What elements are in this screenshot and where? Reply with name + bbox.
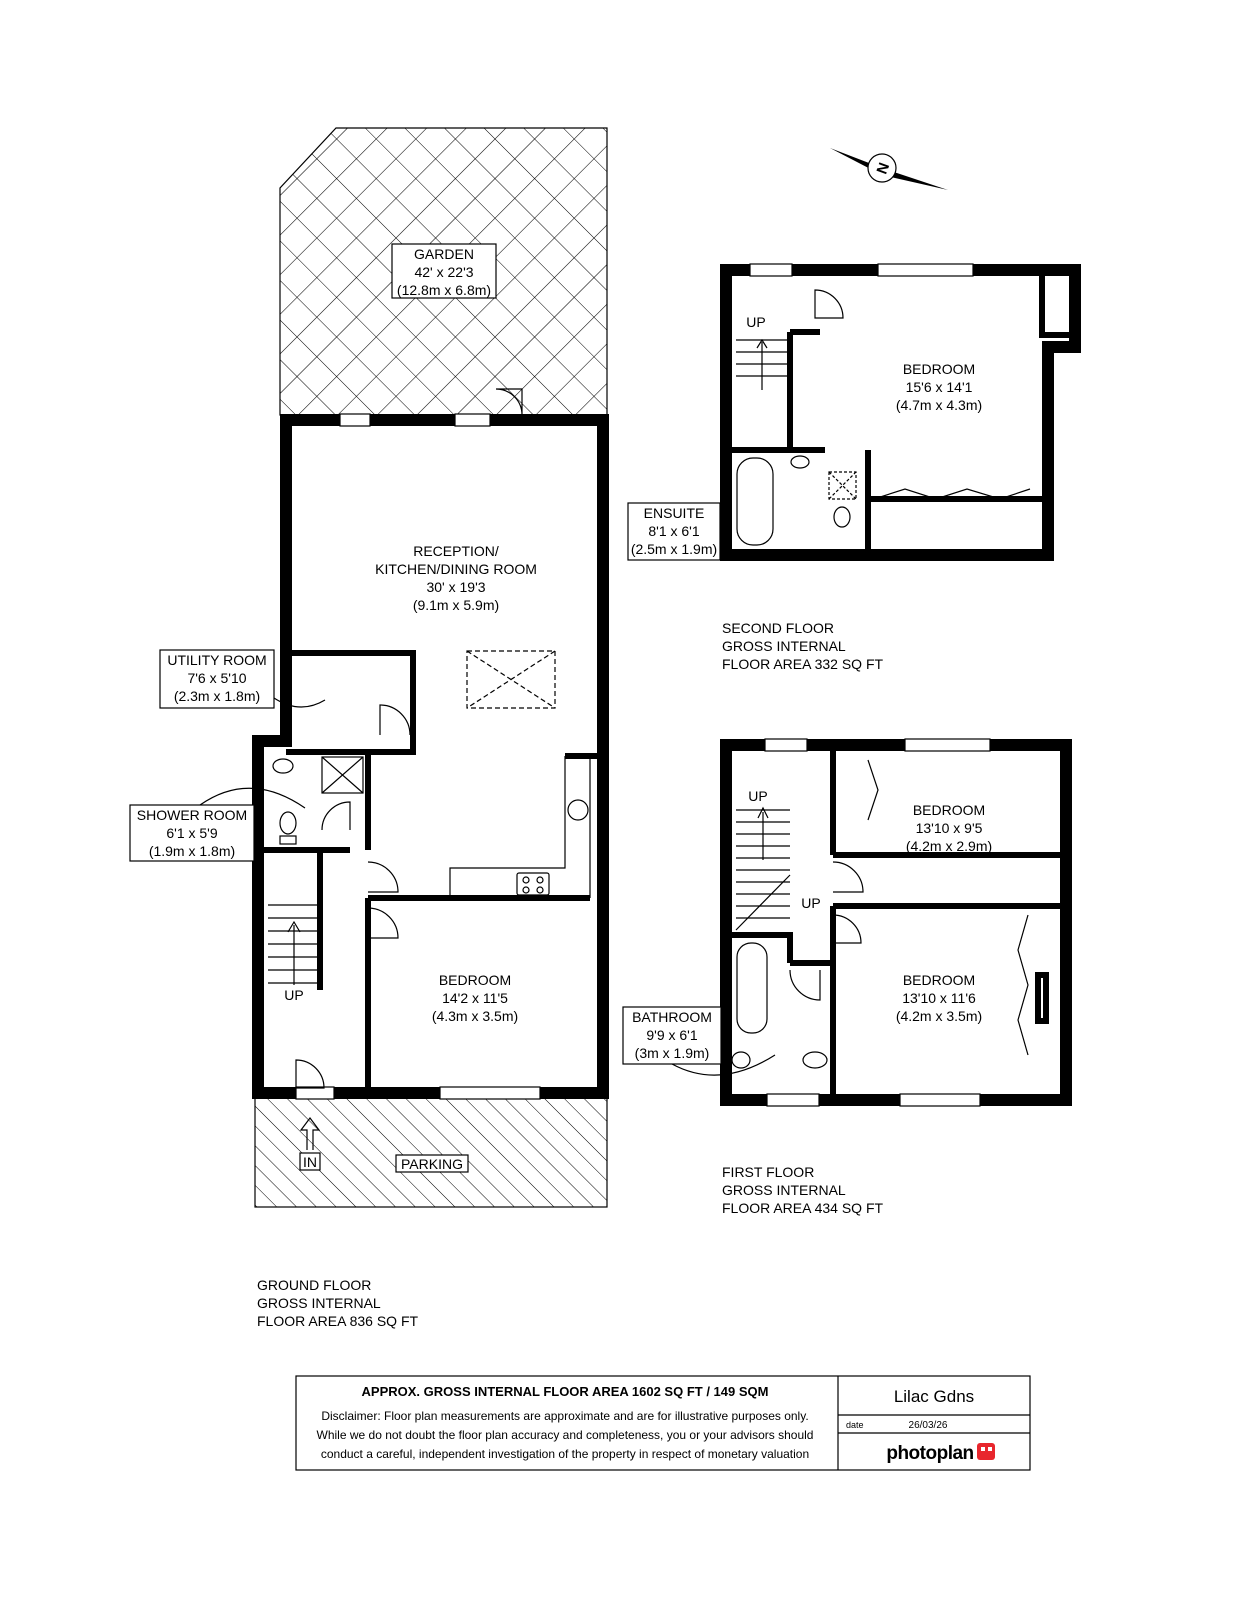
bathroom-size-imperial: 9'9 x 6'1 xyxy=(646,1027,698,1043)
window xyxy=(878,264,973,276)
door-swing xyxy=(790,970,820,1000)
toilet-icon xyxy=(834,507,850,527)
ground-stairs-up-label: UP xyxy=(284,987,304,1003)
garden-name: GARDEN xyxy=(414,246,474,262)
first-bedroom2-size-metric: (4.2m x 3.5m) xyxy=(895,1008,983,1024)
ground-area-line2: GROSS INTERNAL xyxy=(257,1295,381,1311)
window xyxy=(765,739,807,751)
ground-bedroom-size-imperial: 14'2 x 11'5 xyxy=(442,990,508,1006)
door-swing xyxy=(833,862,863,892)
first-landing-up-label: UP xyxy=(801,895,821,911)
bath-icon xyxy=(737,458,773,545)
brand-logo-icon xyxy=(977,1443,995,1460)
window xyxy=(340,414,370,426)
ground-floor xyxy=(130,128,607,1329)
bathroom-name: BATHROOM xyxy=(632,1009,712,1025)
disclaimer-line1: Disclaimer: Floor plan measurements are approximate and are for illustrative purposes only. xyxy=(321,1409,809,1423)
toilet-icon xyxy=(803,1052,827,1068)
first-area-line3: FLOOR AREA 434 SQ FT xyxy=(722,1200,884,1216)
window xyxy=(767,1094,819,1106)
date-label: date xyxy=(846,1420,864,1430)
door-swing xyxy=(368,862,398,892)
ensuite-size-metric: (2.5m x 1.9m) xyxy=(630,541,718,557)
first-bedroom2-name: BEDROOM xyxy=(902,972,976,988)
window xyxy=(455,414,490,426)
kitchen-counter xyxy=(450,756,590,898)
ground-area-line3: FLOOR AREA 836 SQ FT xyxy=(257,1313,419,1329)
shower-room-name: SHOWER ROOM xyxy=(136,807,248,823)
second-floor xyxy=(628,264,1075,672)
door-swing xyxy=(322,802,350,830)
window xyxy=(440,1087,540,1099)
first-floor xyxy=(623,739,1066,1216)
basin-icon xyxy=(791,456,809,468)
second-area-line1: SECOND FLOOR xyxy=(722,620,835,636)
ensuite-size-imperial: 8'1 x 6'1 xyxy=(648,523,700,539)
first-area-line1: FIRST FLOOR xyxy=(722,1164,815,1180)
reception-name-1: RECEPTION/ xyxy=(413,543,499,559)
second-stairs-up-label: UP xyxy=(746,314,766,330)
compass-icon xyxy=(830,148,948,190)
utility-size-metric: (2.3m x 1.8m) xyxy=(173,688,261,704)
entrance-label: IN xyxy=(303,1154,317,1170)
first-bedroom2-size-imperial: 13'10 x 11'6 xyxy=(902,990,976,1006)
second-stairs xyxy=(736,340,788,390)
first-floor-outer-wall xyxy=(726,745,1066,1100)
garden-size-imperial: 42' x 22'3 xyxy=(414,264,474,280)
shower-room-size-imperial: 6'1 x 5'9 xyxy=(166,825,218,841)
utility-size-imperial: 7'6 x 5'10 xyxy=(187,670,247,686)
window xyxy=(905,739,990,751)
reception-name-2: KITCHEN/DINING ROOM xyxy=(375,561,537,577)
first-bedroom1-name: BEDROOM xyxy=(912,802,986,818)
parking-label: PARKING xyxy=(401,1156,463,1172)
first-bedroom1-size-imperial: 13'10 x 9'5 xyxy=(915,820,983,836)
ground-floor-outer-wall xyxy=(258,420,603,1093)
disclaimer-line3: conduct a careful, independent investigation of the property in respect of monetary valuation xyxy=(320,1447,810,1461)
ground-bedroom-size-metric: (4.3m x 3.5m) xyxy=(431,1008,519,1024)
second-area-line2: GROSS INTERNAL xyxy=(722,638,846,654)
entrance-door-gap xyxy=(296,1087,334,1099)
bathroom-size-metric: (3m x 1.9m) xyxy=(634,1045,710,1061)
utility-walls xyxy=(286,653,413,752)
first-stairs xyxy=(736,808,790,930)
parking-area xyxy=(255,1097,607,1207)
ground-area-line1: GROUND FLOOR xyxy=(257,1277,372,1293)
first-stairs-up-label: UP xyxy=(748,788,768,804)
first-bedroom1-size-metric: (4.2m x 2.9m) xyxy=(905,838,993,854)
reception-size-metric: (9.1m x 5.9m) xyxy=(412,597,500,613)
ground-stairs xyxy=(268,905,320,985)
second-bedroom-size-metric: (4.7m x 4.3m) xyxy=(895,397,983,413)
first-floor-internal-walls xyxy=(726,745,1066,1100)
sink-icon xyxy=(568,800,588,820)
bath-icon xyxy=(737,943,767,1033)
second-bedroom-name: BEDROOM xyxy=(902,361,976,377)
door-swing xyxy=(815,290,843,318)
second-area-line3: FLOOR AREA 332 SQ FT xyxy=(722,656,884,672)
ground-bedroom-name: BEDROOM xyxy=(438,972,512,988)
compass-letter: N xyxy=(873,160,894,177)
footer-headline: APPROX. GROSS INTERNAL FLOOR AREA 1602 SQ FT / 149 SQM xyxy=(361,1384,769,1399)
door-swing xyxy=(368,908,398,938)
footer-panel xyxy=(296,1376,1030,1470)
property-name: Lilac Gdns xyxy=(893,1387,975,1406)
shower-room-size-metric: (1.9m x 1.8m) xyxy=(148,843,236,859)
brand-logo: photoplan xyxy=(886,1443,974,1464)
second-floor-internal-walls xyxy=(726,332,1048,555)
first-area-line2: GROSS INTERNAL xyxy=(722,1182,846,1198)
utility-name: UTILITY ROOM xyxy=(167,652,267,668)
toilet-icon xyxy=(280,812,296,834)
reception-size-imperial: 30' x 19'3 xyxy=(426,579,486,595)
ensuite-name: ENSUITE xyxy=(643,505,705,521)
hob-icon xyxy=(517,873,549,895)
disclaimer-line2: While we do not doubt the floor plan accuracy and completeness, you or your advisors should xyxy=(316,1428,814,1442)
basin-icon xyxy=(273,759,293,773)
window xyxy=(900,1094,980,1106)
door-swing xyxy=(296,1060,324,1088)
second-bedroom-size-imperial: 15'6 x 14'1 xyxy=(905,379,973,395)
basin-icon xyxy=(732,1052,750,1068)
garden-size-metric: (12.8m x 6.8m) xyxy=(396,282,492,298)
window xyxy=(750,264,792,276)
door-swing xyxy=(833,915,861,943)
door-swing xyxy=(380,705,410,735)
date-value: 26/03/26 xyxy=(908,1420,948,1431)
